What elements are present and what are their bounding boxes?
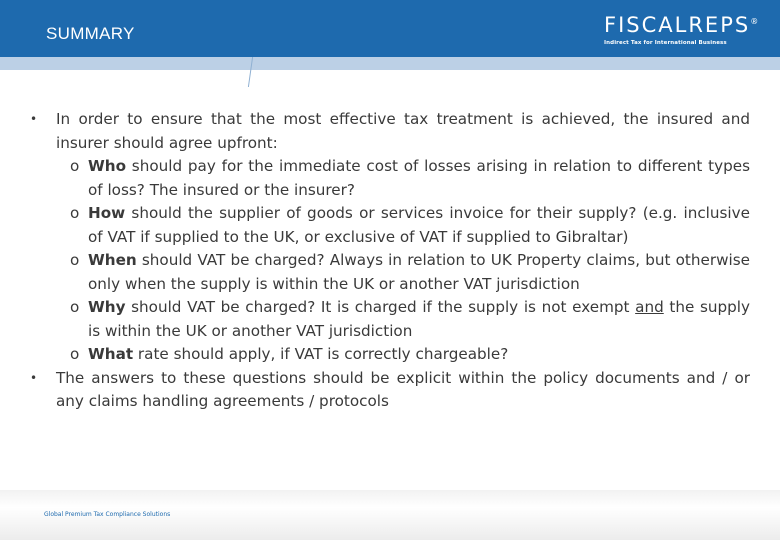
- footer-text: Global Premium Tax Compliance Solutions: [44, 511, 171, 518]
- bullet-item: [30, 108, 750, 155]
- logo-tagline: Indirect Tax for International Business: [604, 40, 727, 46]
- sub-bullet-key: How: [88, 204, 126, 222]
- sub-bullet-icon: o: [70, 345, 80, 363]
- header-divider: [248, 57, 265, 87]
- sub-bullet-item: [30, 249, 750, 296]
- sub-bullet-text: should the supplier of goods or services invoice for their supply? (e.g. inclusive of VAT if supplied to the UK, or exclusive of VAT if supplied to Gibraltar): [88, 204, 750, 246]
- sub-bullet-text: should pay for the immediate cost of losses arising in relation to different types of loss? The insured or the insurer?: [88, 157, 750, 199]
- sub-bullet-underlined: and: [635, 298, 664, 316]
- sub-bullet-item: [30, 155, 750, 202]
- bullet-icon: •: [30, 370, 38, 385]
- sub-bullet-key: What: [88, 345, 134, 363]
- sub-bullet-key: Who: [88, 157, 126, 175]
- page-title: SUMMARY: [46, 24, 135, 43]
- logo-registered-mark: ®: [750, 17, 759, 26]
- bullet-text: The answers to these questions should be explicit within the policy documents and / or any claims handling agreements / protocols: [56, 368, 750, 410]
- bullet-text: In order to ensure that the most effective tax treatment is achieved, the insured and insurer should agree upfront:: [56, 110, 750, 152]
- sub-bullet-item: [30, 343, 750, 367]
- sub-bullet-icon: o: [70, 298, 80, 316]
- bullet-icon: •: [30, 112, 38, 126]
- logo-text: FISCALREPS: [604, 13, 751, 37]
- bullet-item: [30, 367, 750, 414]
- sub-bullet-text: the supply is within the UK or another VAT jurisdiction: [88, 298, 751, 340]
- summary-content: [30, 108, 750, 414]
- sub-bullet-text: should VAT be charged? It is charged if the supply is not exempt: [125, 298, 636, 316]
- sub-bullet-key: When: [88, 251, 137, 269]
- fiscalreps-logo: [604, 10, 758, 47]
- sub-bullet-text: should VAT be charged? Always in relation to UK Property claims, but otherwise only when the supply is within the UK or another VAT jurisdiction: [88, 251, 750, 293]
- sub-bullet-item: [30, 202, 750, 249]
- sub-bullet-text: rate should apply, if VAT is correctly chargeable?: [133, 345, 509, 363]
- sub-bullet-icon: o: [70, 251, 80, 269]
- sub-bullet-item: [30, 296, 750, 343]
- sub-bullet-key: Why: [88, 298, 126, 316]
- header-stripe: [0, 57, 780, 70]
- sub-bullet-icon: o: [70, 157, 80, 175]
- sub-bullet-icon: o: [70, 204, 80, 222]
